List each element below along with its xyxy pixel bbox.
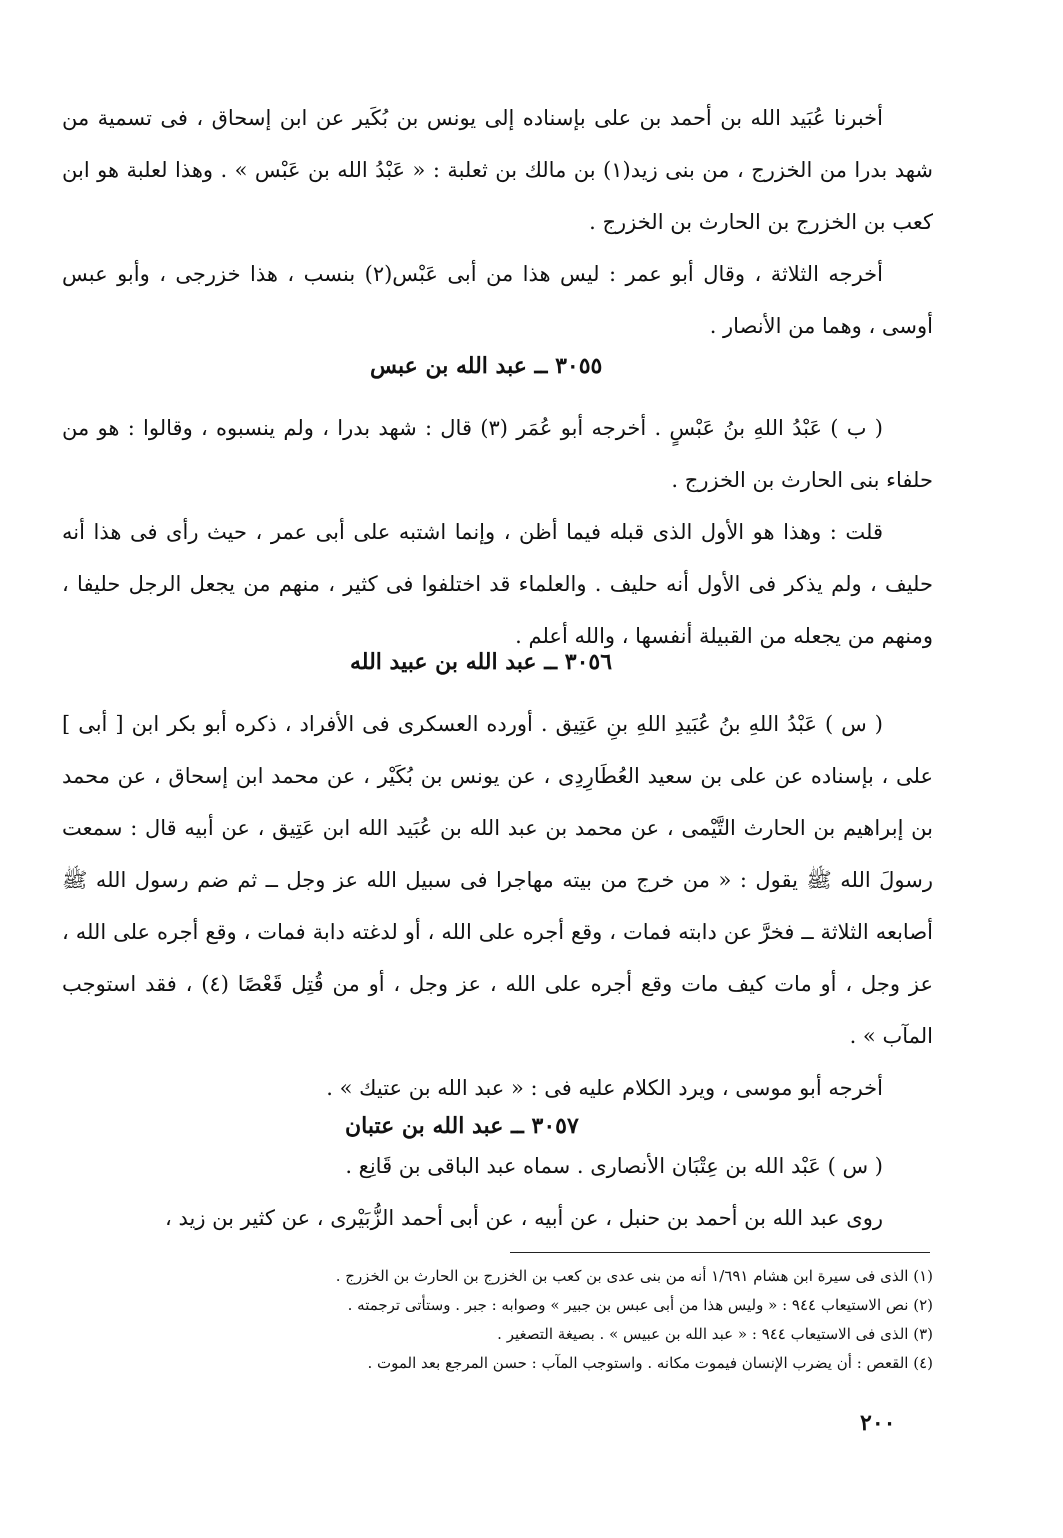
intro-paragraph-2: أخرجه الثلاثة ، وقال أبو عمر : ليس هذا من أبى عَبْس(٢) بنسب ، هذا خزرجى ، وأبو عبس أوسى ، وهما من الأنصار . (62, 262, 933, 338)
entry-3056-text-block (62, 698, 933, 1114)
footnote-divider (510, 1252, 930, 1253)
footnote-2: (٢) نص الاستيعاب ٩٤٤ : « وليس هذا من أبى عبس بن جبير » وصوابه : جبر . وستأتى ترجمته . (347, 1296, 933, 1314)
footnote-4: (٤) القعص : أن يضرب الإنسان فيموت مكانه . واستوجب المآب : حسن المرجع بعد الموت . (367, 1354, 933, 1372)
intro-paragraph-1: أخبرنا عُبَيد الله بن أحمد بن على بإسناده إلى يونس بن بُكَير عن ابن إسحاق ، فى تسمية من شهد بدرا من الخزرج ، من بنى زيد(١) بن مالك بن ثعلبة : « عَبْدُ الله بن عَبْس » . وهذا لعلبة هو ابن كعب بن الخزرج بن الحارث بن الخزرج . (62, 106, 933, 234)
entry-3055-paragraph-2: قلت : وهذا هو الأول الذى قبله فيما أظن ، وإنما اشتبه على أبى عمر ، حيث رأى فى هذا أنه حليف ، ولم يذكر فى الأول أنه حليف . والعلماء قد اختلفوا فى كثير ، منهم من يجعل الرجل حليفا ، ومنهم من يجعله من القبيلة أنفسها ، والله أعلم . (62, 520, 933, 648)
entry-3056-paragraph-1: ( س ) عَبْدُ اللهِ بنُ عُبَيدِ اللهِ بنِ عَتِيق . أورده العسكرى فى الأفراد ، ذكره أبو بكر ابن [ أبى ] على ، بإسناده عن على بن سعيد العُطَارِدِى ، عن يونس بن بُكَيْر ، عن محمد ابن إسحاق ، عن محمد بن إبراهيم بن الحارث التَّيْمى ، عن محمد بن عبد الله بن عُبَيد الله ابن عَتِيق ، عن أبيه قال : سمعت رسولَ الله ﷺ يقول : « من خرج من بيته مهاجرا فى سبيل الله عز وجل ــ ثم ضم رسول الله ﷺ أصابعه الثلاثة ــ فخرَّ عن دابته فمات ، وقع أجره على الله ، أو لدغته دابة فمات ، وقع أجره على الله ، عز وجل ، أو مات كيف مات وقع أجره على الله ، عز وجل ، أو من قُتِل قَعْصًا (٤) ، فقد استوجب المآب » . (62, 712, 933, 1048)
entry-3055-paragraph-1: ( ب ) عَبْدُ اللهِ بنُ عَبْسٍ . أخرجه أبو عُمَر (٣) قال : شهد بدرا ، ولم ينسبوه ، وقالوا : هو من حلفاء بنى الحارث بن الخزرج . (62, 416, 933, 492)
entry-3056-paragraph-2: أخرجه أبو موسى ، ويرد الكلام عليه فى : « عبد الله بن عتيك » . (326, 1076, 883, 1100)
entry-heading-3055: ٣٠٥٥ ــ عبد الله بن عبس (370, 353, 603, 379)
entry-3057-paragraph-1: ( س ) عَبْد الله بن عِتْبَان الأنصارى . سماه عبد الباقى بن قَانِع . (345, 1154, 883, 1178)
footnote-1: (١) الذى فى سيرة ابن هشام ١/٦٩١ أنه من بنى عدى بن كعب بن الخزرج بن الحارث بن الخزرج . (335, 1267, 933, 1285)
footnotes-section (150, 1262, 933, 1378)
page-number: ٢٠٠ (860, 1410, 896, 1436)
entry-3055-text-block (62, 402, 933, 662)
entry-3057-paragraph-2: روى عبد الله بن أحمد بن حنبل ، عن أبيه ، عن أبى أحمد الزُّبَيْرى ، عن كثير بن زيد ، (165, 1206, 883, 1230)
intro-text-block (62, 92, 933, 352)
entry-heading-3056: ٣٠٥٦ ــ عبد الله بن عبيد الله (350, 649, 613, 675)
footnote-3: (٣) الذى فى الاستيعاب ٩٤٤ : « عبد الله بن عبيس » . بصيغة التصغير . (497, 1325, 933, 1343)
entry-heading-3057: ٣٠٥٧ ــ عبد الله بن عتبان (345, 1113, 579, 1139)
entry-3057-text-block (62, 1140, 933, 1244)
